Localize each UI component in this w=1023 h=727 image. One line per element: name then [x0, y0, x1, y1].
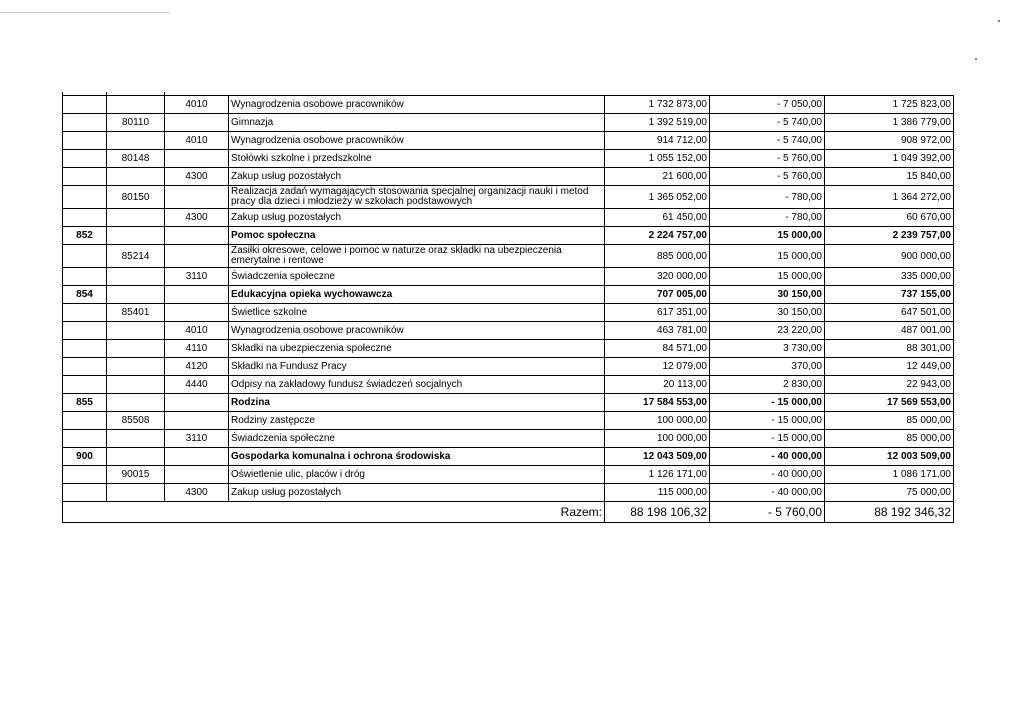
rozdzial-cell: 80110 [107, 114, 165, 132]
name-cell: Zasiłki okresowe, celowe i pomoc w naturze oraz składki na ubezpieczenia emerytalne i rentowe [229, 245, 605, 268]
after-change-cell: 647 501,00 [825, 304, 954, 322]
change-cell: 15 000,00 [710, 245, 825, 268]
name-cell: Świadczenia społeczne [229, 430, 605, 448]
rozdzial-cell [107, 168, 165, 186]
paragraf-cell [165, 150, 229, 168]
after-change-cell: 908 972,00 [825, 132, 954, 150]
total-change-cell: - 5 760,00 [710, 502, 825, 523]
after-change-cell: 75 000,00 [825, 484, 954, 502]
table-row [63, 227, 954, 245]
plan-cell: 61 450,00 [605, 209, 710, 227]
name-cell: Zakup usług pozostałych [229, 209, 605, 227]
paragraf-cell [165, 186, 229, 209]
paragraf-cell [165, 448, 229, 466]
after-change-cell: 2 239 757,00 [825, 227, 954, 245]
change-cell: 15 000,00 [710, 227, 825, 245]
plan-cell: 84 571,00 [605, 340, 710, 358]
total-label: Razem: [63, 502, 605, 523]
rozdzial-cell: 90015 [107, 466, 165, 484]
dzial-cell [63, 132, 107, 150]
table-row [63, 376, 954, 394]
name-cell: Świadczenia społeczne [229, 268, 605, 286]
name-cell: Składki na ubezpieczenia społeczne [229, 340, 605, 358]
after-change-cell: 85 000,00 [825, 430, 954, 448]
dzial-cell [63, 430, 107, 448]
paragraf-cell: 4010 [165, 132, 229, 150]
table-row [63, 96, 954, 114]
after-change-cell: 487 001,00 [825, 322, 954, 340]
plan-cell: 320 000,00 [605, 268, 710, 286]
after-change-cell: 335 000,00 [825, 268, 954, 286]
name-cell: Wynagrodzenia osobowe pracowników [229, 322, 605, 340]
rozdzial-cell [107, 322, 165, 340]
table-row [63, 430, 954, 448]
dzial-cell [63, 209, 107, 227]
after-change-cell: 737 155,00 [825, 286, 954, 304]
dzial-cell [63, 168, 107, 186]
change-cell: 3 730,00 [710, 340, 825, 358]
plan-cell: 115 000,00 [605, 484, 710, 502]
name-cell: Gospodarka komunalna i ochrona środowiska [229, 448, 605, 466]
plan-cell: 100 000,00 [605, 430, 710, 448]
total-row [63, 502, 954, 523]
paragraf-cell: 4010 [165, 322, 229, 340]
change-cell: - 5 740,00 [710, 132, 825, 150]
table-row [63, 394, 954, 412]
table-row [63, 168, 954, 186]
budget-table-body [63, 92, 954, 523]
table-row [63, 150, 954, 168]
name-cell: Zakup usług pozostałych [229, 168, 605, 186]
name-cell: Rodziny zastępcze [229, 412, 605, 430]
table-row [63, 466, 954, 484]
dzial-cell [63, 186, 107, 209]
table-row [63, 132, 954, 150]
paragraf-cell: 3110 [165, 268, 229, 286]
plan-cell: 463 781,00 [605, 322, 710, 340]
paragraf-cell: 4110 [165, 340, 229, 358]
paragraf-cell [165, 466, 229, 484]
paragraf-cell: 3110 [165, 430, 229, 448]
change-cell: - 780,00 [710, 209, 825, 227]
after-change-cell: 12 003 509,00 [825, 448, 954, 466]
change-cell: 2 830,00 [710, 376, 825, 394]
dzial-cell [63, 304, 107, 322]
after-change-cell: 88 301,00 [825, 340, 954, 358]
dzial-cell [63, 376, 107, 394]
rozdzial-cell [107, 209, 165, 227]
plan-cell: 1 126 171,00 [605, 466, 710, 484]
change-cell: - 5 760,00 [710, 150, 825, 168]
after-change-cell: 1 725 823,00 [825, 96, 954, 114]
table-row [63, 322, 954, 340]
table-row [63, 114, 954, 132]
paragraf-cell [165, 394, 229, 412]
after-change-cell: 1 049 392,00 [825, 150, 954, 168]
table-row [63, 484, 954, 502]
change-cell: - 15 000,00 [710, 394, 825, 412]
dzial-cell [63, 340, 107, 358]
table-row [63, 412, 954, 430]
dzial-cell: 900 [63, 448, 107, 466]
change-cell: 30 150,00 [710, 286, 825, 304]
plan-cell: 100 000,00 [605, 412, 710, 430]
rozdzial-cell [107, 376, 165, 394]
paragraf-cell [165, 304, 229, 322]
paragraf-cell [165, 245, 229, 268]
plan-cell: 617 351,00 [605, 304, 710, 322]
scan-speck [998, 20, 1000, 22]
paragraf-cell: 4440 [165, 376, 229, 394]
paragraf-cell [165, 227, 229, 245]
paragraf-cell: 4300 [165, 209, 229, 227]
plan-cell: 17 584 553,00 [605, 394, 710, 412]
change-cell: - 40 000,00 [710, 466, 825, 484]
rozdzial-cell [107, 286, 165, 304]
dzial-cell [63, 96, 107, 114]
plan-cell: 12 043 509,00 [605, 448, 710, 466]
paragraf-cell: 4300 [165, 168, 229, 186]
table-row [63, 340, 954, 358]
dzial-cell [63, 466, 107, 484]
after-change-cell: 15 840,00 [825, 168, 954, 186]
rozdzial-cell [107, 358, 165, 376]
budget-table [62, 92, 954, 523]
rozdzial-cell [107, 340, 165, 358]
name-cell: Gimnazja [229, 114, 605, 132]
change-cell: - 7 050,00 [710, 96, 825, 114]
name-cell: Odpisy na zakładowy fundusz świadczeń socjalnych [229, 376, 605, 394]
table-row [63, 245, 954, 268]
paragraf-cell [165, 286, 229, 304]
after-change-cell: 17 569 553,00 [825, 394, 954, 412]
plan-cell: 12 079,00 [605, 358, 710, 376]
total-after-change-cell: 88 192 346,32 [825, 502, 954, 523]
name-cell: Składki na Fundusz Pracy [229, 358, 605, 376]
dzial-cell [63, 268, 107, 286]
change-cell: - 40 000,00 [710, 484, 825, 502]
name-cell: Rodzina [229, 394, 605, 412]
plan-cell: 1 055 152,00 [605, 150, 710, 168]
rozdzial-cell [107, 430, 165, 448]
table-row [63, 358, 954, 376]
table-row [63, 304, 954, 322]
table-row [63, 186, 954, 209]
rozdzial-cell [107, 484, 165, 502]
dzial-cell: 852 [63, 227, 107, 245]
after-change-cell: 60 670,00 [825, 209, 954, 227]
name-cell: Wynagrodzenia osobowe pracowników [229, 132, 605, 150]
after-change-cell: 22 943,00 [825, 376, 954, 394]
dzial-cell [63, 150, 107, 168]
change-cell: - 780,00 [710, 186, 825, 209]
plan-cell: 1 732 873,00 [605, 96, 710, 114]
rozdzial-cell: 85214 [107, 245, 165, 268]
dzial-cell: 854 [63, 286, 107, 304]
name-cell: Wynagrodzenia osobowe pracowników [229, 96, 605, 114]
plan-cell: 1 365 052,00 [605, 186, 710, 209]
name-cell: Świetlice szkolne [229, 304, 605, 322]
plan-cell: 2 224 757,00 [605, 227, 710, 245]
dzial-cell [63, 358, 107, 376]
rozdzial-cell [107, 96, 165, 114]
change-cell: 23 220,00 [710, 322, 825, 340]
after-change-cell: 12 449,00 [825, 358, 954, 376]
name-cell: Edukacyjna opieka wychowawcza [229, 286, 605, 304]
after-change-cell: 1 364 272,00 [825, 186, 954, 209]
rozdzial-cell [107, 394, 165, 412]
paragraf-cell [165, 114, 229, 132]
rozdzial-cell [107, 448, 165, 466]
rozdzial-cell: 80148 [107, 150, 165, 168]
rozdzial-cell [107, 268, 165, 286]
dzial-cell [63, 412, 107, 430]
change-cell: - 5 760,00 [710, 168, 825, 186]
change-cell: - 5 740,00 [710, 114, 825, 132]
total-plan-cell: 88 198 106,32 [605, 502, 710, 523]
plan-cell: 21 600,00 [605, 168, 710, 186]
dzial-cell [63, 322, 107, 340]
name-cell: Stołówki szkolne i przedszkolne [229, 150, 605, 168]
name-cell: Zakup usług pozostałych [229, 484, 605, 502]
scan-edge-line [0, 12, 170, 13]
change-cell: 15 000,00 [710, 268, 825, 286]
table-row [63, 209, 954, 227]
after-change-cell: 900 000,00 [825, 245, 954, 268]
table-row [63, 286, 954, 304]
scan-speck [975, 58, 977, 60]
paragraf-cell: 4010 [165, 96, 229, 114]
after-change-cell: 1 386 779,00 [825, 114, 954, 132]
rozdzial-cell: 85401 [107, 304, 165, 322]
rozdzial-cell [107, 132, 165, 150]
dzial-cell: 855 [63, 394, 107, 412]
rozdzial-cell: 80150 [107, 186, 165, 209]
change-cell: 30 150,00 [710, 304, 825, 322]
change-cell: - 15 000,00 [710, 430, 825, 448]
rozdzial-cell: 85508 [107, 412, 165, 430]
table-row [63, 268, 954, 286]
table-row [63, 448, 954, 466]
dzial-cell [63, 245, 107, 268]
plan-cell: 885 000,00 [605, 245, 710, 268]
plan-cell: 20 113,00 [605, 376, 710, 394]
name-cell: Realizacja zadań wymagających stosowania specjalnej organizacji nauki i metod pracy dla dzieci i młodzieży w szkołach podstawowych [229, 186, 605, 209]
name-cell: Pomoc społeczna [229, 227, 605, 245]
rozdzial-cell [107, 227, 165, 245]
paragraf-cell: 4300 [165, 484, 229, 502]
change-cell: - 15 000,00 [710, 412, 825, 430]
plan-cell: 707 005,00 [605, 286, 710, 304]
change-cell: 370,00 [710, 358, 825, 376]
name-cell: Oświetlenie ulic, placów i dróg [229, 466, 605, 484]
after-change-cell: 1 086 171,00 [825, 466, 954, 484]
change-cell: - 40 000,00 [710, 448, 825, 466]
dzial-cell [63, 114, 107, 132]
paragraf-cell [165, 412, 229, 430]
paragraf-cell: 4120 [165, 358, 229, 376]
plan-cell: 1 392 519,00 [605, 114, 710, 132]
plan-cell: 914 712,00 [605, 132, 710, 150]
after-change-cell: 85 000,00 [825, 412, 954, 430]
dzial-cell [63, 484, 107, 502]
